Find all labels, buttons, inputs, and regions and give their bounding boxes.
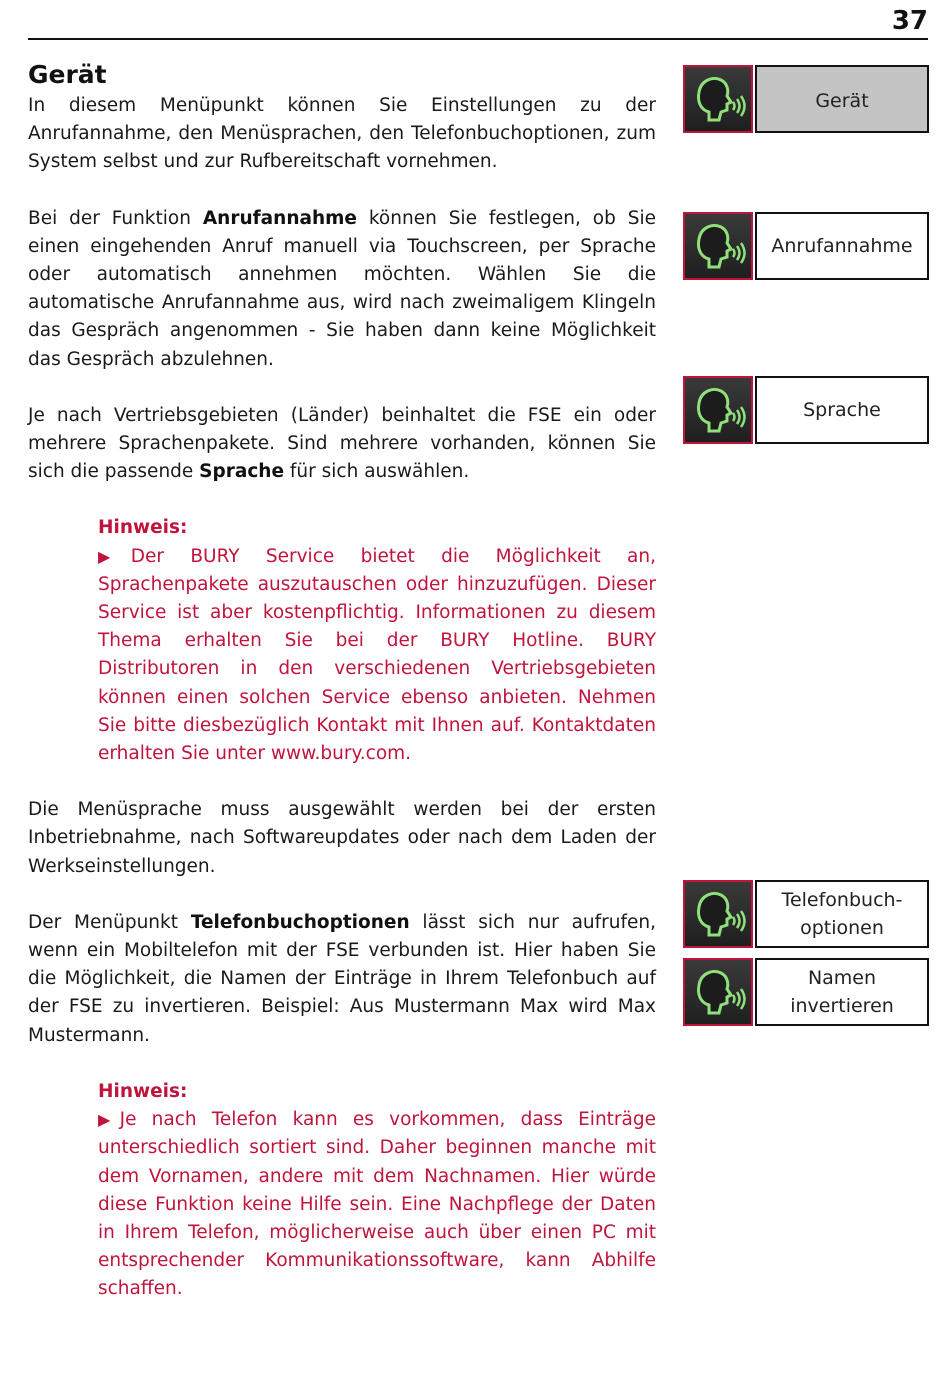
- sprache-paragraph: [28, 402, 656, 487]
- text-span: Bei der Funktion: [28, 207, 203, 229]
- button-label: Gerät: [755, 65, 929, 133]
- main-content: [28, 58, 656, 1332]
- text-span: lässt sich nur aufrufen, wenn ein Mobiltelefon mit der FSE verbunden ist. Hier haben Sie die Möglichkeit, die Namen der Einträge in Ihrem Telefonbuch auf der FSE zu invertieren. Beispiel: Aus Mustermann Max wird Max Mustermann.: [28, 911, 657, 1046]
- bold-term: Sprache: [199, 461, 285, 483]
- namen-invertieren-button[interactable]: [683, 958, 929, 1026]
- header-rule: [28, 38, 928, 40]
- text-span: für sich auswählen.: [284, 461, 470, 483]
- text-span: Je nach Vertriebsgebieten (Länder) beinhaltet die FSE ein oder mehrere Sprachenpakete. Sind mehrere vorhanden, können Sie sich die passende: [28, 404, 656, 483]
- text-span: können Sie festlegen, ob Sie einen eingehenden Anruf manuell via Touchscreen, per Sprache oder automatisch annehmen möchten. Wählen Sie die automatische Anrufannahme aus, wird nach zweimaligem Klingeln das Gespräch angenommen - Sie haben dann keine Möglichkeit das Gespräch abzulehnen.: [28, 207, 656, 370]
- sprache-button[interactable]: [683, 376, 929, 444]
- button-label: Anrufannahme: [755, 212, 929, 280]
- page-number: 37: [891, 6, 928, 36]
- note-text: [98, 1106, 656, 1303]
- arrow-right-icon: ▶: [98, 546, 131, 566]
- note-box: [98, 1078, 656, 1304]
- anrufannahme-paragraph: [28, 205, 656, 374]
- voice-head-icon: [683, 65, 753, 133]
- voice-head-icon: [683, 212, 753, 280]
- intro-paragraph: In diesem Menüpunkt können Sie Einstellungen zu der Anrufannahme, den Menüsprachen, den Telefonbuchoptionen, zum System selbst und zur Rufbereitschaft vornehmen.: [28, 95, 656, 173]
- telefonbuchoptionen-button[interactable]: [683, 880, 929, 948]
- note-label: Hinweis:: [98, 1080, 188, 1102]
- note-box: [98, 514, 656, 768]
- voice-head-icon: [683, 958, 753, 1026]
- note-body: Der BURY Service bietet die Möglichkeit an, Sprachenpakete auszutauschen oder hinzuzufügen. Dieser Service ist aber kostenpflichtig. Informationen zu diesem Thema erhalten Sie bei der BURY Hotline. BURY Distributoren in den verschiedenen Vertriebsgebieten können einen solchen Service ebenso anbieten. Nehmen Sie bitte diesbezüglich Kontakt mit Ihnen auf. Kontaktdaten erhalten Sie unter www.bury.com.: [98, 545, 656, 765]
- section-title: Gerät: [28, 60, 107, 89]
- note-label: Hinweis:: [98, 517, 188, 539]
- arrow-right-icon: ▶: [98, 1110, 120, 1130]
- anrufannahme-button[interactable]: [683, 212, 929, 280]
- bold-term: Telefonbuchoptionen: [190, 911, 410, 933]
- note-text: [98, 543, 656, 769]
- button-label: Sprache: [755, 376, 929, 444]
- menusprache-paragraph: Die Menüsprache muss ausgewählt werden bei der ersten Inbetriebnahme, nach Softwareupdates oder nach dem Laden der Werkseinstellungen.: [28, 799, 656, 877]
- note-body: Je nach Telefon kann es vorkommen, dass Einträge unterschiedlich sortiert sind. Daher beginnen manche mit dem Vornamen, andere mit dem Nachnamen. Hier würde diese Funktion keine Hilfe sein. Eine Nachpflege der Daten in Ihrem Telefon, möglicherweise auch über einen PC mit entsprechender Kommunikationssoftware, kann Abhilfe schaffen.: [98, 1109, 656, 1300]
- voice-head-icon: [683, 880, 753, 948]
- geraet-button[interactable]: [683, 65, 929, 133]
- telefonbuch-paragraph: [28, 909, 656, 1050]
- bold-term: Anrufannahme: [202, 207, 357, 229]
- button-label: Telefonbuch- optionen: [755, 880, 929, 948]
- button-label: Namen invertieren: [755, 958, 929, 1026]
- text-span: Der Menüpunkt: [28, 911, 191, 933]
- voice-head-icon: [683, 376, 753, 444]
